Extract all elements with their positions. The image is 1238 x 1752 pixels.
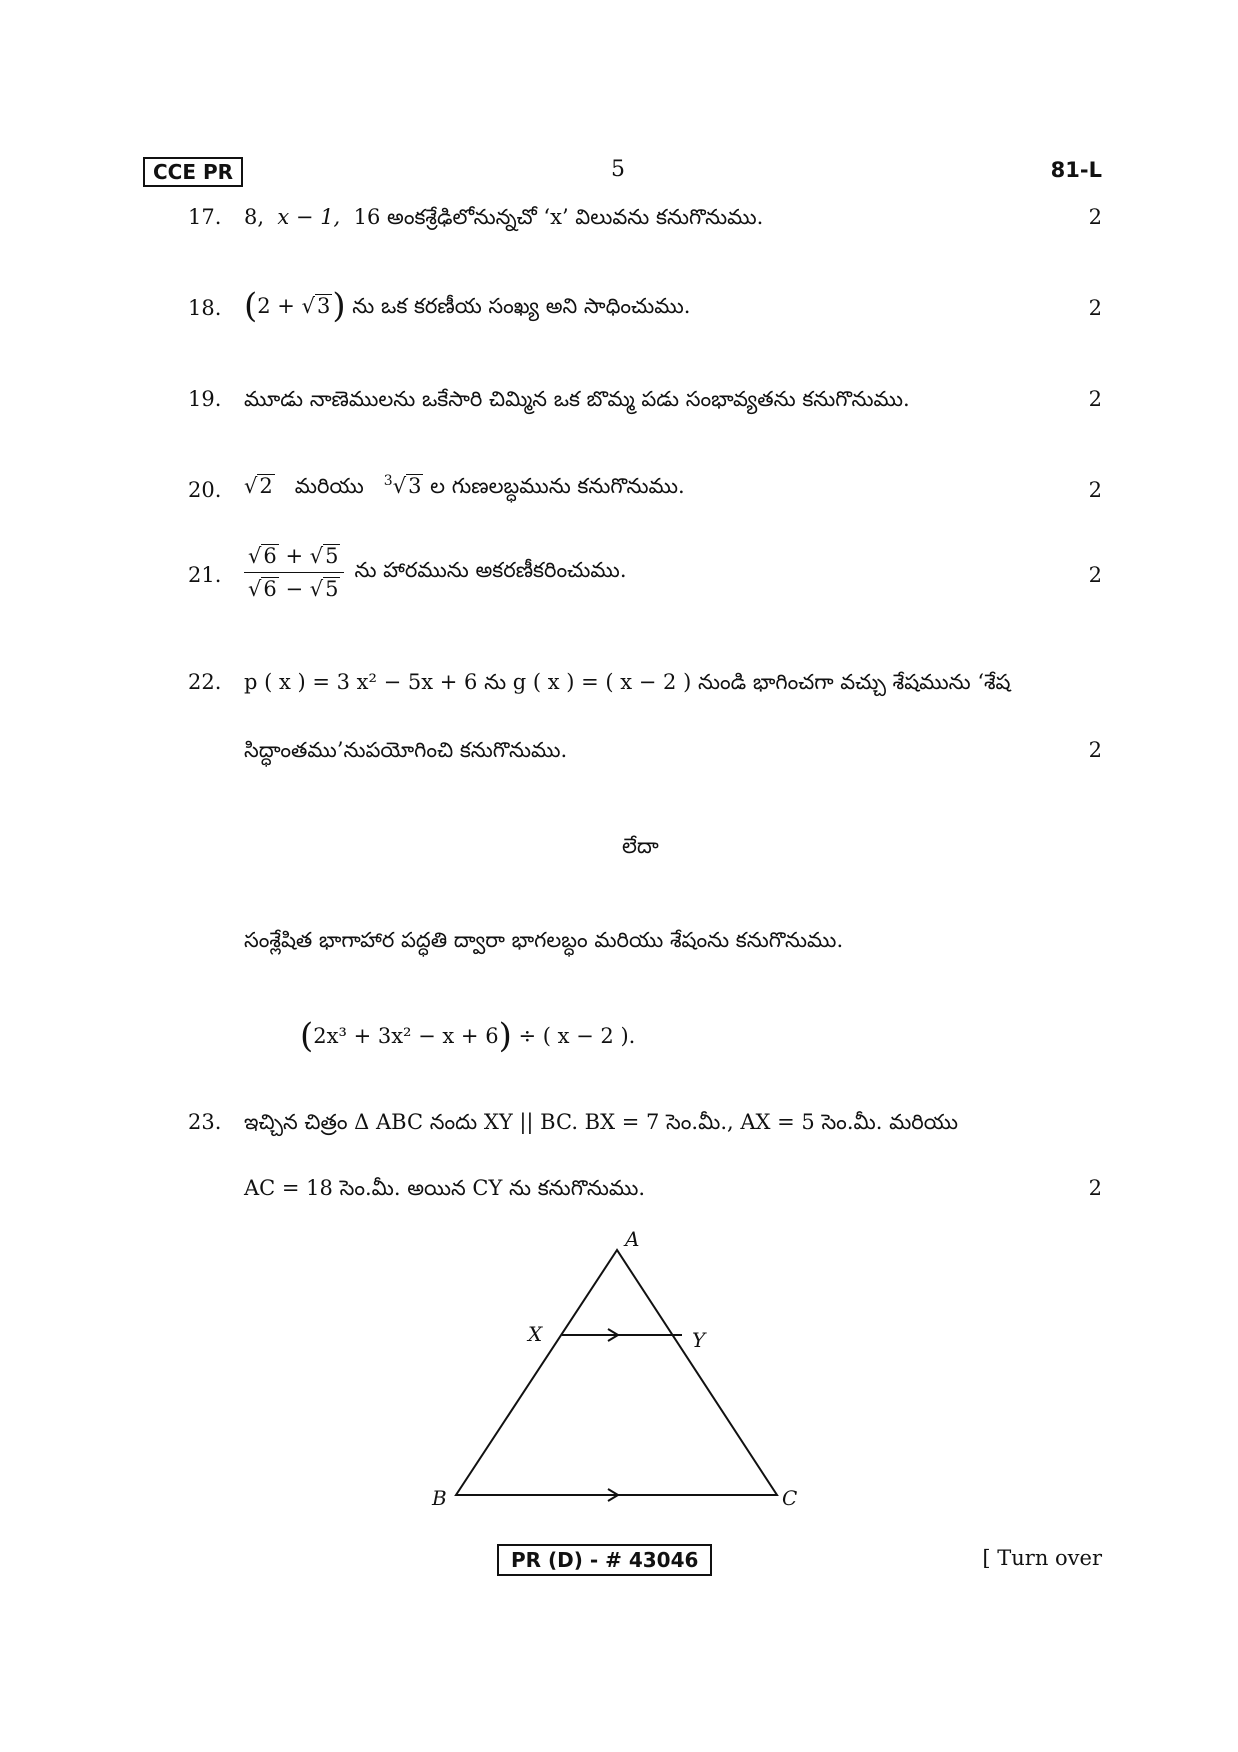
or-expression: (2x³ + 3x² − x + 6) ÷ ( x − 2 ). <box>300 1016 636 1056</box>
radicand: 2 <box>259 474 273 498</box>
question-18-text: (2 + √3) ను ఒక కరణీయ సంఖ్య అని సాధించుము. <box>244 286 691 326</box>
question-marks: 2 <box>1088 1176 1102 1200</box>
question-22-line-2: సిద్ధాంతము’నుపయోగించి కనుగొనుము. <box>244 738 568 762</box>
question-number: 21. <box>188 563 222 587</box>
question-marks: 2 <box>1088 478 1102 502</box>
question-marks: 2 <box>1088 296 1102 320</box>
radicand: 3 <box>316 294 331 318</box>
label-a: A <box>625 1227 640 1251</box>
footer-code: PR (D) - # 43046 <box>497 1544 712 1576</box>
question-number: 22. <box>188 670 222 694</box>
radicand: 3 <box>408 474 422 498</box>
label-c: C <box>782 1486 798 1510</box>
header-right-code: 81-L <box>1050 158 1102 182</box>
question-number: 18. <box>188 296 222 320</box>
label-x: X <box>528 1322 543 1346</box>
question-number: 19. <box>188 387 222 411</box>
header-left-label: CCE PR <box>143 157 243 187</box>
label-b: B <box>432 1486 447 1510</box>
fraction: $\frac{√6 + √5}{√6 - √5}$ <box>244 544 344 601</box>
question-19-text: మూడు నాణెములను ఒకేసారి చిమ్మిన ఒక బొమ్మ పడు సంభావ్యతను కనుగొనుము. <box>244 387 910 411</box>
question-21-text: $\frac{√6 + √5}{√6 - √5}$ ను హారమును అకరణీకరించుము. <box>244 544 627 601</box>
cube-root-index: 3 <box>383 473 393 489</box>
question-number: 20. <box>188 478 222 502</box>
label-y: Y <box>692 1328 706 1352</box>
question-marks: 2 <box>1088 387 1102 411</box>
triangle-figure <box>420 1225 820 1525</box>
question-marks: 2 <box>1088 205 1102 229</box>
question-23-line-1: ఇచ్చిన చిత్రం Δ ABC నందు XY || BC. BX = 7 సెం.మీ., AX = 5 సెం.మీ. మరియు <box>244 1110 959 1134</box>
question-marks: 2 <box>1088 738 1102 762</box>
question-20-text: √2 మరియు $^3$√3 ల గుణలబ్ధమును కనుగొనుము. <box>244 473 685 498</box>
question-number: 17. <box>188 205 222 229</box>
or-instruction: సంశ్లేషిత భాగాహార పద్ధతి ద్వారా భాగలబ్ధం మరియు శేషంను కనుగొనుము. <box>244 928 844 952</box>
turn-over-label: [ Turn over <box>982 1546 1102 1570</box>
question-17-text: 8, x − 1, 16 అంకశ్రేఢిలోనున్నచో ‘x’ విలువను కనుగొనుము. <box>244 205 764 229</box>
page-number: 5 <box>611 157 625 182</box>
question-22-line-1: p ( x ) = 3 x² − 5x + 6 ను g ( x ) = ( x − 2 ) నుండి భాగించగా వచ్చు శేషమును ‘శేష <box>244 670 1011 694</box>
question-marks: 2 <box>1088 563 1102 587</box>
question-number: 23. <box>188 1110 222 1134</box>
question-23-line-2: AC = 18 సెం.మీ. అయిన CY ను కనుగొనుము. <box>244 1176 646 1200</box>
triangle-abc <box>456 1250 777 1495</box>
or-label: లేదా <box>622 834 659 858</box>
